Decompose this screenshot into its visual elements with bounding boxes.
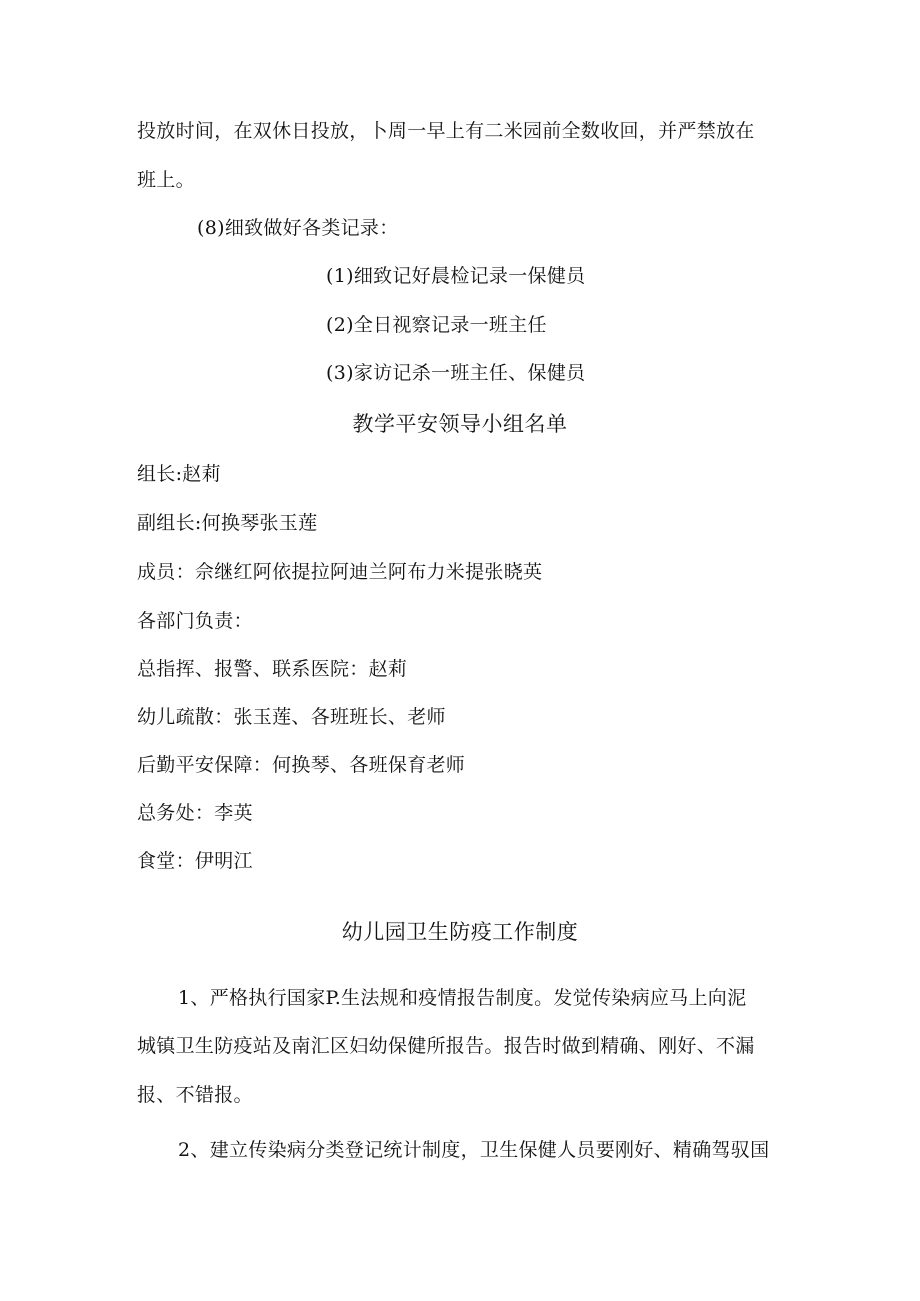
sub-item-2: (2)全日视察记录一班主任 bbox=[326, 314, 547, 336]
section-title-health-policy: 幼儿园卫生防疫工作制度 bbox=[341, 920, 579, 944]
sub-item-1: (1)细致记好晨检记录一保健员 bbox=[326, 265, 586, 287]
roster-line: 后勤平安保障：何换琴、各班保育老师 bbox=[137, 754, 466, 776]
sub-item-3: (3)家访记杀一班主任、保健员 bbox=[326, 362, 586, 384]
list-item-8: (8)细致做好各类记录： bbox=[197, 217, 399, 239]
roster-line: 食堂：伊明江 bbox=[137, 850, 253, 872]
roster-line: 幼儿疏散：张玉莲、各班班长、老师 bbox=[137, 706, 446, 728]
section-title-safety-group: 教学平安领导小组名单 bbox=[352, 412, 568, 436]
roster-line: 总务处：李英 bbox=[137, 802, 253, 824]
roster-line: 总指挥、报警、联系医院：赵莉 bbox=[137, 658, 408, 680]
paragraph-line: 2、建立传染病分类登记统计制度，卫生保健人员要刚好、精确驾驭国 bbox=[178, 1139, 770, 1161]
roster-line: 副组长:何换琴张玉莲 bbox=[137, 512, 318, 534]
body-text-line: 班上。 bbox=[137, 169, 195, 191]
roster-line: 各部门负责： bbox=[137, 610, 253, 632]
paragraph-line: 报、不错报。 bbox=[137, 1084, 253, 1106]
roster-line: 组长:赵莉 bbox=[137, 463, 221, 485]
paragraph-line: 1、严格执行国家P.生法规和疫情报告制度。发觉传染病应马上向泥 bbox=[178, 987, 747, 1009]
roster-line: 成员：佘继红阿依提拉阿迪兰阿布力米提张晓英 bbox=[137, 561, 543, 583]
body-text-line: 投放时间，在双休日投放，卜周一早上有二米园前全数收回，并严禁放在 bbox=[137, 120, 755, 142]
paragraph-line: 城镇卫生防疫站及南汇区妇幼保健所报告。报告时做到精确、刚好、不漏 bbox=[137, 1035, 755, 1057]
